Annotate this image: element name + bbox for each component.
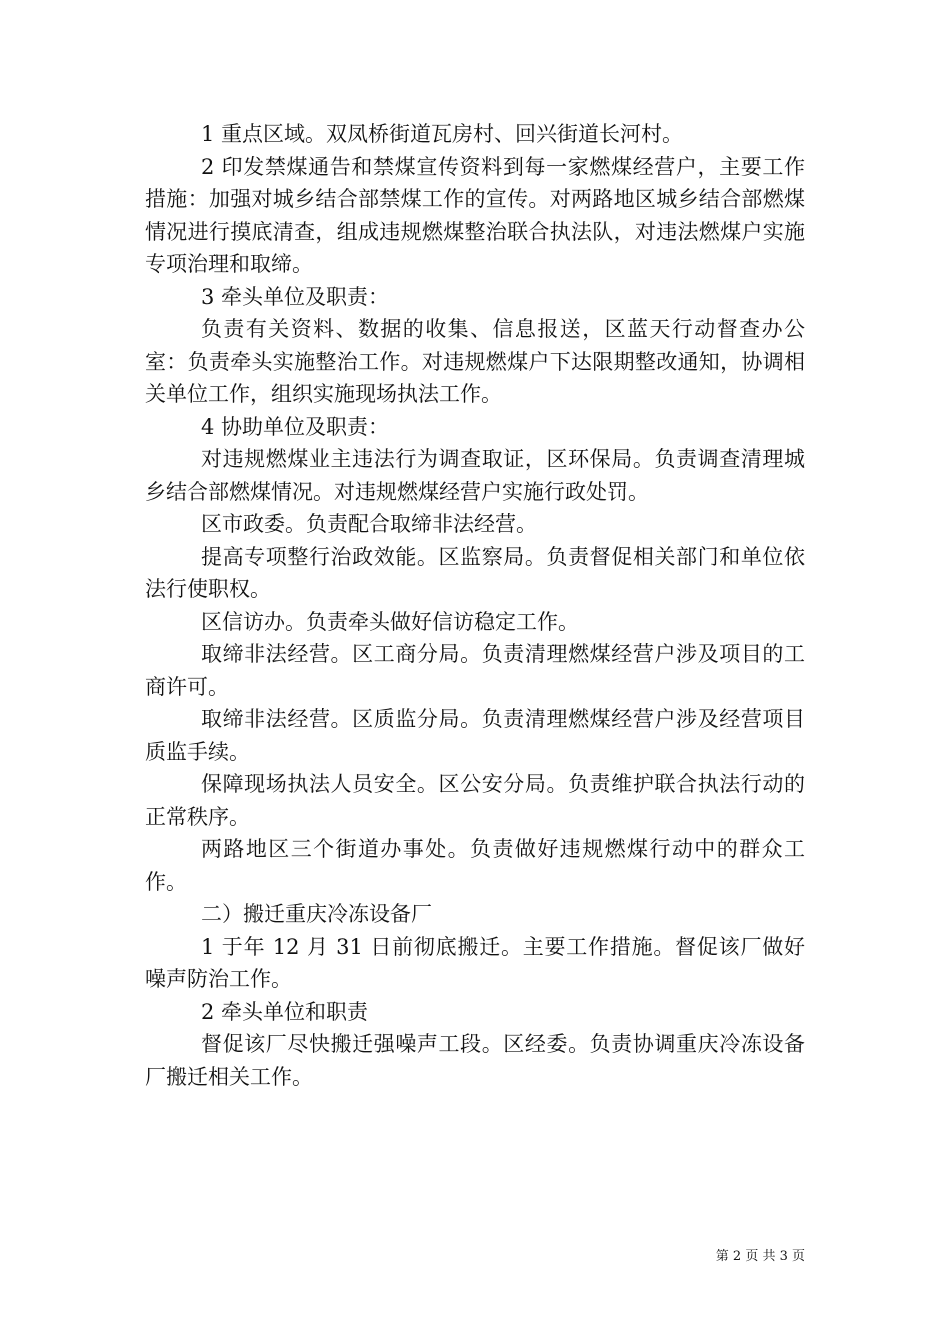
paragraph: 负责有关资料、数据的收集、信息报送，区蓝天行动督查办公室：负责牵头实施整治工作。对违规燃煤户下达限期整改通知，协调相关单位工作，组织实施现场执法工作。 xyxy=(145,317,805,406)
paragraph: 1 重点区域。双凤桥街道瓦房村、回兴街道长河村。 xyxy=(201,122,684,146)
paragraph: 1 于年 12 月 31 日前彻底搬迁。主要工作措施。督促该厂做好噪声防治工作。 xyxy=(145,934,805,991)
paragraph: 督促该厂尽快搬迁强噪声工段。区经委。负责协调重庆冷冻设备厂搬迁相关工作。 xyxy=(145,1032,805,1089)
paragraph: 提高专项整行治政效能。区监察局。负责督促相关部门和单位依法行使职权。 xyxy=(145,544,805,601)
page-number-footer: 第 2 页 共 3 页 xyxy=(715,1249,805,1264)
paragraph: 保障现场执法人员安全。区公安分局。负责维护联合执法行动的正常秩序。 xyxy=(145,772,805,829)
paragraph: 取缔非法经营。区质监分局。负责清理燃煤经营户涉及经营项目质监手续。 xyxy=(145,707,805,764)
document-body xyxy=(145,118,805,1093)
paragraph: 取缔非法经营。区工商分局。负责清理燃煤经营户涉及项目的工商许可。 xyxy=(145,642,805,699)
section-heading: 二）搬迁重庆冷冻设备厂 xyxy=(201,902,432,926)
paragraph: 2 印发禁煤通告和禁煤宣传资料到每一家燃煤经营户，主要工作措施：加强对城乡结合部禁煤工作的宣传。对两路地区城乡结合部燃煤情况进行摸底清查，组成违规燃煤整治联合执法队，对违法燃煤户实施专项治理和取缔。 xyxy=(145,154,805,276)
paragraph: 对违规燃煤业主违法行为调查取证，区环保局。负责调查清理城乡结合部燃煤情况。对违规燃煤经营户实施行政处罚。 xyxy=(145,447,805,504)
paragraph: 两路地区三个街道办事处。负责做好违规燃煤行动中的群众工作。 xyxy=(145,837,805,894)
paragraph: 区市政委。负责配合取缔非法经营。 xyxy=(201,512,537,536)
paragraph: 4 协助单位及职责： xyxy=(201,414,390,439)
paragraph: 2 牵头单位和职责 xyxy=(201,999,369,1024)
paragraph: 区信访办。负责牵头做好信访稳定工作。 xyxy=(201,609,579,634)
paragraph: 3 牵头单位及职责： xyxy=(201,284,390,309)
